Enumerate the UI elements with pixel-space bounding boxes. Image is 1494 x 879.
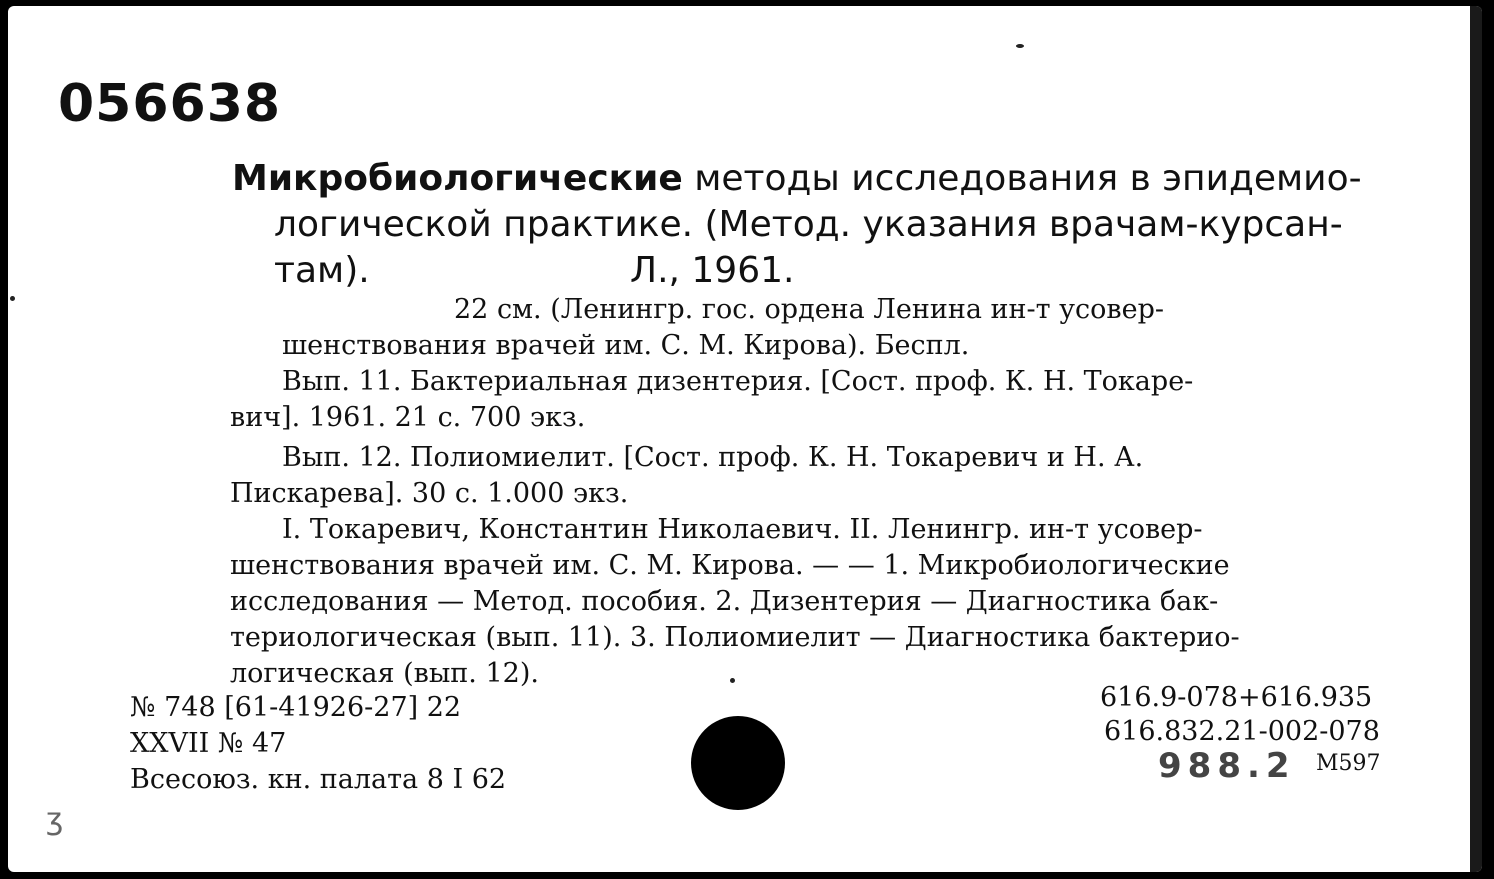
- body-line: Вып. 11. Бактериальная дизентерия. [Сост. проф. К. Н. Токаре-: [282, 366, 1194, 397]
- classification-code: 616.832.21-002-078: [1104, 716, 1380, 747]
- footer-left-line: XXVII № 47: [130, 728, 287, 759]
- body-line: Пискарева]. 30 с. 1.000 экз.: [230, 478, 629, 509]
- ink-speck: [730, 678, 735, 683]
- inventory-stamp-number: 056638: [58, 74, 282, 134]
- catalog-card: [8, 6, 1482, 872]
- title-bold-word: Микробиологические: [232, 158, 683, 199]
- margin-pencil-mark-icon: ʒ: [46, 802, 64, 837]
- card-edge-strip: [1470, 6, 1482, 872]
- title-line-2: логической практике. (Метод. указания врачам-курсан-: [274, 204, 1343, 245]
- title-line-1-rest: методы исследования в эпидемио-: [682, 158, 1362, 199]
- ink-speck: [10, 296, 15, 301]
- body-line: шенствования врачей им. С. М. Кирова. — — 1. Микробиологические: [230, 550, 1230, 581]
- title-line-3b: Л., 1961.: [630, 250, 795, 291]
- title-line-3a: там).: [274, 250, 370, 291]
- ink-speck: [1016, 44, 1024, 48]
- body-line: I. Токаревич, Константин Николаевич. II. Ленингр. ин-т усовер-: [282, 514, 1203, 545]
- body-line: логическая (вып. 12).: [230, 658, 539, 689]
- body-line: вич]. 1961. 21 с. 700 экз.: [230, 402, 586, 433]
- body-line: шенствования врачей им. С. М. Кирова). Беспл.: [282, 330, 970, 361]
- footer-left-line: Всесоюз. кн. палата 8 I 62: [130, 764, 507, 795]
- card-punch-hole: [691, 716, 785, 810]
- author-mark: М597: [1316, 751, 1381, 776]
- body-line: 22 см. (Ленингр. гос. ордена Ленина ин-т усовер-: [454, 294, 1165, 325]
- classification-code: 616.9-078+616.935: [1100, 682, 1373, 713]
- body-line: териологическая (вып. 11). 3. Полиомиелит — Диагностика бактерио-: [230, 622, 1240, 653]
- body-line: Вып. 12. Полиомиелит. [Сост. проф. К. Н. Токаревич и Н. А.: [282, 442, 1144, 473]
- body-line: исследования — Метод. пособия. 2. Дизентерия — Диагностика бак-: [230, 586, 1219, 617]
- handwritten-shelf-mark: 988.2: [1158, 746, 1296, 786]
- footer-left-line: № 748 [61-41926-27] 22: [130, 692, 462, 723]
- title-line-1: [232, 156, 1362, 202]
